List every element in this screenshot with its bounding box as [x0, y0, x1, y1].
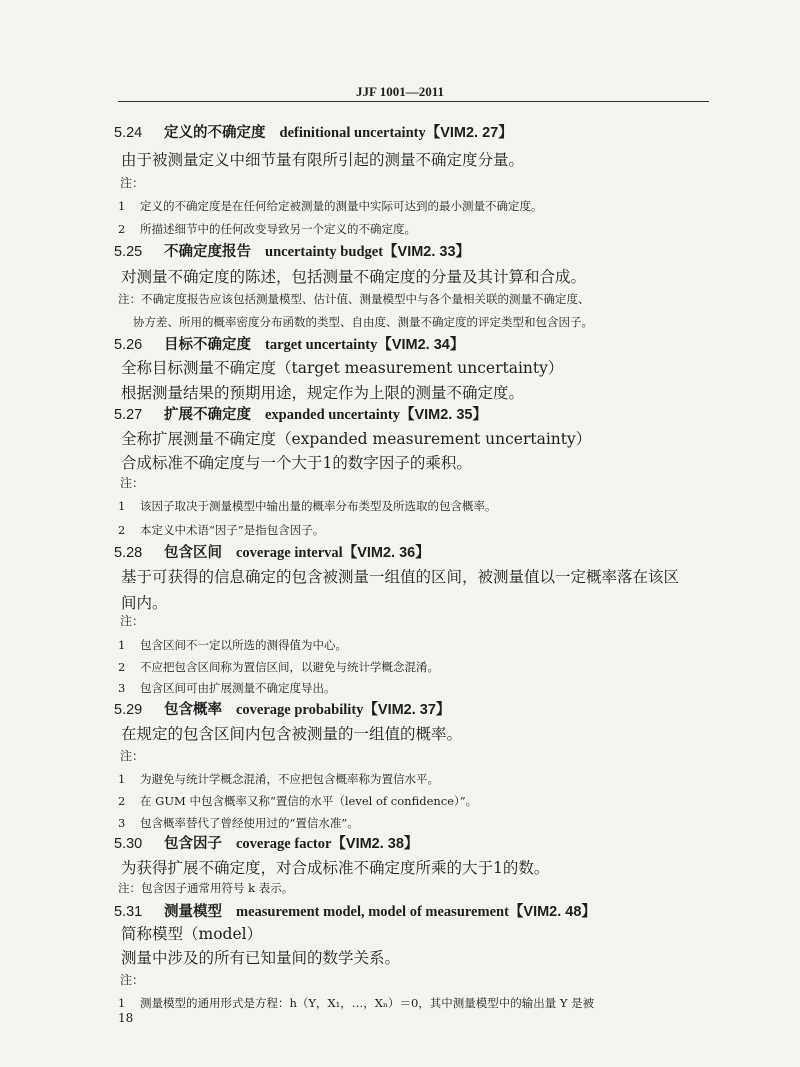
term-heading — [114, 832, 418, 853]
term-reference: 【VIM2. 27】 — [425, 125, 513, 141]
term-english: target uncertainty — [265, 337, 378, 353]
definition-line: 为获得扩展不确定度，对合成标准不确定度所乘的大于1的数。 — [121, 859, 550, 877]
note-number: 1 — [118, 772, 126, 786]
header-title: JJF 1001—2011 — [356, 84, 444, 99]
term-number: 5.28 — [114, 545, 143, 561]
term-chinese: 目标不确定度 — [164, 336, 251, 353]
term-english: uncertainty budget — [265, 244, 384, 260]
note-item — [118, 793, 477, 809]
note-text: 包含区间可由扩展测量不确定度导出。 — [140, 681, 336, 695]
term-number: 5.30 — [114, 836, 143, 852]
term-english: coverage interval — [236, 545, 343, 561]
definition-line: 在规定的包含区间内包含被测量的一组值的概率。 — [121, 725, 463, 743]
note-number: 2 — [118, 794, 126, 808]
term-number: 5.31 — [114, 904, 143, 920]
definition-line: 根据测量结果的预期用途，规定作为上限的测量不确定度。 — [121, 384, 525, 402]
note-label: 注： — [120, 476, 145, 490]
definition-line: 合成标准不确定度与一个大于1的数字因子的乘积。 — [121, 454, 472, 472]
term-english: coverage probability — [236, 702, 364, 718]
term-reference: 【VIM2. 34】 — [377, 337, 465, 353]
term-english: definitional uncertainty — [279, 125, 426, 141]
definition-line: 简称模型（model） — [121, 925, 263, 943]
note-item — [118, 680, 336, 696]
note-number: 1 — [118, 996, 126, 1010]
note-label: 注： — [120, 749, 145, 763]
term-number: 5.29 — [114, 702, 143, 718]
term-chinese: 扩展不确定度 — [164, 406, 251, 423]
note-text: 为避免与统计学概念混淆，不应把包含概率称为置信水平。 — [140, 772, 439, 786]
term-reference: 【VIM2. 38】 — [331, 836, 419, 852]
term-chinese: 包含区间 — [164, 544, 222, 561]
note-item — [118, 637, 347, 653]
page-number: 18 — [118, 1011, 134, 1025]
note-number: 2 — [118, 523, 126, 537]
term-heading — [114, 698, 450, 719]
note-item — [118, 659, 439, 675]
term-chinese: 定义的不确定度 — [164, 124, 266, 141]
term-reference: 【VIM2. 37】 — [363, 702, 451, 718]
term-english: measurement model, model of measurement — [236, 904, 509, 920]
note-item — [118, 498, 497, 514]
note-text: 测量模型的通用形式是方程：h（Y，X₁，…，Xₙ）＝0，其中测量模型中的输出量 Y 是被 — [140, 996, 595, 1010]
note-item — [118, 221, 416, 237]
term-number: 5.27 — [114, 407, 143, 423]
note-label: 注： — [120, 614, 145, 628]
note-item — [118, 198, 543, 214]
term-heading — [114, 403, 487, 424]
term-heading — [114, 900, 596, 921]
term-heading — [114, 121, 513, 142]
term-reference: 【VIM2. 36】 — [342, 545, 430, 561]
note-item — [118, 815, 359, 831]
term-reference: 【VIM2. 33】 — [383, 244, 471, 260]
definition-line: 对测量不确定度的陈述，包括测量不确定度的分量及其计算和合成。 — [121, 268, 587, 286]
note-number: 1 — [118, 199, 126, 213]
definition-line: 全称扩展测量不确定度（expanded measurement uncertainty） — [121, 430, 592, 448]
term-chinese: 不确定度报告 — [164, 243, 251, 260]
note-text: 包含概率替代了曾经使用过的“置信水准”。 — [140, 816, 359, 830]
note-number: 2 — [118, 222, 126, 236]
definition-line: 由于被测量定义中细节量有限所引起的测量不确定度分量。 — [121, 151, 525, 169]
term-chinese: 包含概率 — [164, 701, 222, 718]
note-line: 注：包含因子通常用符号 k 表示。 — [118, 881, 294, 895]
note-text: 定义的不确定度是在任何给定被测量的测量中实际可达到的最小测量不确定度。 — [140, 199, 543, 213]
term-number: 5.24 — [114, 125, 143, 141]
term-english: expanded uncertainty — [265, 407, 400, 423]
note-item — [118, 771, 439, 787]
note-number: 1 — [118, 638, 126, 652]
note-number: 1 — [118, 499, 126, 513]
term-heading — [114, 333, 464, 354]
term-heading — [114, 240, 470, 261]
definition-line: 基于可获得的信息确定的包含被测量一组值的区间，被测量值以一定概率落在该区 — [121, 568, 680, 586]
note-text: 包含区间不一定以所选的测得值为中心。 — [140, 638, 347, 652]
term-chinese: 测量模型 — [164, 903, 222, 920]
note-text: 所描述细节中的任何改变导致另一个定义的不确定度。 — [140, 222, 416, 236]
note-number: 2 — [118, 660, 126, 674]
note-text: 本定义中术语“因子”是指包含因子。 — [140, 523, 325, 537]
note-number: 3 — [118, 681, 126, 695]
definition-line: 测量中涉及的所有已知量间的数学关系。 — [121, 949, 401, 967]
note-text: 该因子取决于测量模型中输出量的概率分布类型及所选取的包含概率。 — [140, 499, 497, 513]
definition-line: 全称目标测量不确定度（target measurement uncertainty） — [121, 359, 564, 377]
note-number: 3 — [118, 816, 126, 830]
note-text: 在 GUM 中包含概率又称“置信的水平（level of confidence）”。 — [140, 794, 478, 808]
note-text: 不应把包含区间称为置信区间，以避免与统计学概念混淆。 — [140, 660, 439, 674]
note-item — [118, 995, 594, 1011]
note-line: 注：不确定度报告应该包括测量模型、估计值、测量模型中与各个量相关联的测量不确定度、 — [118, 292, 590, 306]
note-line: 协方差、所用的概率密度分布函数的类型、自由度、测量不确定度的评定类型和包含因子。 — [133, 315, 593, 329]
note-item — [118, 522, 324, 538]
note-label: 注： — [120, 176, 145, 190]
term-reference: 【VIM2. 48】 — [508, 904, 596, 920]
term-number: 5.25 — [114, 244, 143, 260]
term-heading — [114, 541, 430, 562]
definition-line: 间内。 — [121, 594, 168, 612]
term-chinese: 包含因子 — [164, 835, 222, 852]
header-rule — [118, 101, 709, 102]
term-english: coverage factor — [236, 836, 332, 852]
term-number: 5.26 — [114, 337, 143, 353]
term-reference: 【VIM2. 35】 — [399, 407, 487, 423]
note-label: 注： — [120, 973, 145, 987]
